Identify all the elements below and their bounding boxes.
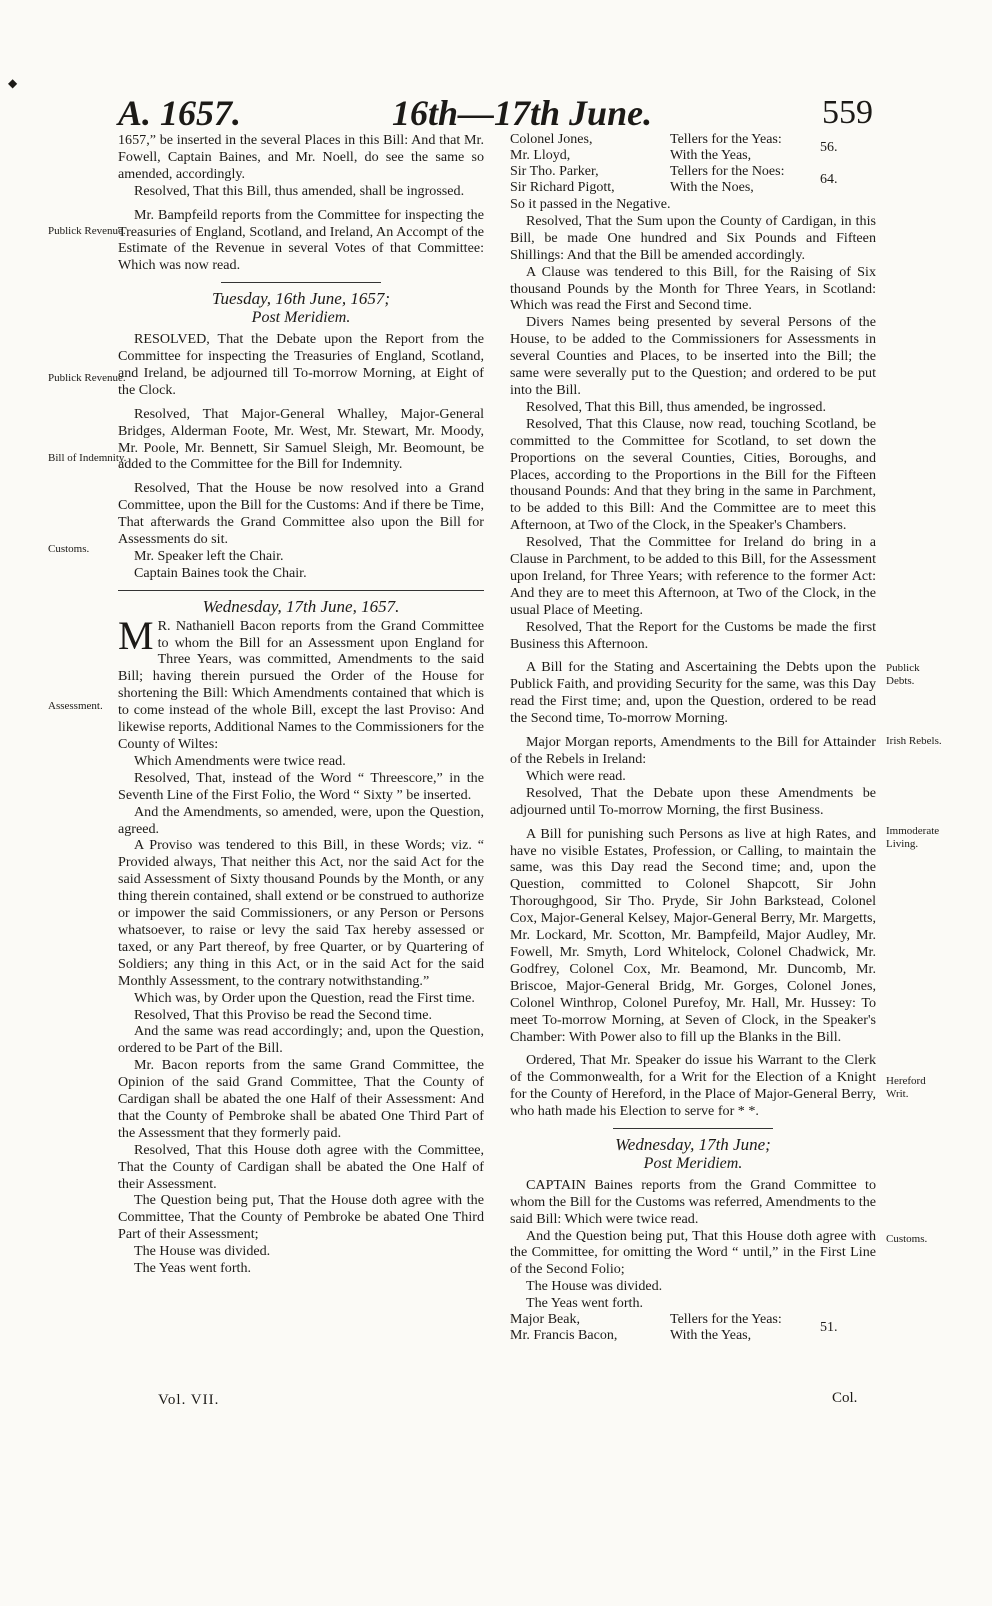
paragraph: Resolved, That this House doth agree with the Committee, That the County of Cardigan shall be abated the One Half of their Assessment. [118, 1141, 484, 1192]
catchword: Col. [832, 1390, 858, 1406]
teller-name: Mr. Francis Bacon, [510, 1328, 618, 1344]
vote-count: 64. [820, 172, 838, 187]
paragraph: Resolved, That the Committee for Ireland do bring in a Clause in Parchment, to be added to this Bill, for the Assessment upon Ireland, for Three Years; with reference to the former Act: And they are to meet this Afternoon, at Two of the Clock, in the usual Place of Meeting. [510, 534, 876, 618]
tellers-block [510, 164, 876, 196]
teller-name: Major Beak, [510, 1312, 580, 1328]
paragraph: Resolved, That the Sum upon the County of Cardigan, in this Bill, be made One hundred and Six Pounds and Fifteen Shillings: And that the Bill be amended accordingly. [510, 212, 876, 263]
vote-count: 56. [820, 140, 838, 155]
marginal-note: Immoderate Living. [886, 825, 940, 850]
session-heading: Post Meridiem. [643, 1154, 743, 1172]
marginal-note: Hereford Writ. [886, 1075, 926, 1100]
tellers-block [510, 132, 876, 164]
paragraph: So it passed in the Negative. [510, 196, 671, 212]
paragraph: Mr. Bacon reports from the same Grand Committee, the Opinion of the said Grand Committee, That the County of Cardigan shall be abated the one Half of their Assessment: And that the County of Pembroke shall be abated One Third Part of the Assessment that they formerly paid. [118, 1057, 484, 1141]
teller-name: Sir Tho. Parker, [510, 164, 599, 179]
right-column [510, 132, 876, 1344]
paragraph: CAPTAIN Baines reports from the Grand Committee to whom the Bill for the Customs was referred, Amendments to the said Bill: Which were twice read. [510, 1176, 876, 1227]
paragraph: Captain Baines took the Chair. [134, 564, 307, 581]
marginal-note: Publick Revenue. [48, 225, 126, 237]
paragraph: Resolved, That the House be now resolved into a Grand Committee, upon the Bill for the Customs: And if there be Time, That afterwards the Grand Committee also upon the Bill for Assessments do sit. [118, 480, 484, 548]
paragraph: A Bill for punishing such Persons as live at high Rates, and have no visible Estates, Profession, or Calling, to maintain the same, was this Day read the Second time; and, upon the Question, committed to Colonel Shapcott, Sir John Thoroughgood, Sir Tho. Pryde, Sir John Barkstead, Colonel Cox, Major-General Kelsey, Major-General Berry, Mr. Margetts, Mr. Lockard, Mr. Scotton, Mr. Bampfeild, Major Audley, Mr. Fowell, Mr. Smyth, Lord Whitelock, Colonel Chadwick, Mr. Godfrey, Colonel Cox, Mr. Beamond, Mr. Duncomb, Mr. Briscoe, Major-General Bridg, Mr. Gorges, Colonel Jones, Colonel Winthrop, Colonel Purefoy, Mr. Hall, Mr. Hussey: To meet To-morrow Morning, at Seven of Clock, in the Speaker's Chamber: With Power also to fill up the Blanks in the Bill. [510, 825, 876, 1045]
marginal-note: Publick Revenue. [48, 372, 126, 384]
paragraph: 1657,” be inserted in the several Places in this Bill: And that Mr. Fowell, Captain Baines, and Mr. Noell, do see the same so amended, accordingly. [118, 132, 484, 182]
paragraph: Which were read. [526, 767, 626, 784]
paragraph: And the Amendments, so amended, were, upon the Question, agreed. [118, 803, 484, 837]
marginal-note: Bill of Indemnity. [48, 452, 127, 464]
paragraph: The Question being put, That the House doth agree with the Committee, That the County of Pembroke be abated One Third Part of their Assessment; [118, 1192, 484, 1243]
marginal-note: Customs. [48, 543, 90, 555]
marginal-note: Publick Debts. [886, 662, 920, 687]
paragraph: And the Question being put, That this House doth agree with the Committee, for omitting the Word “ until,” in the First Line of the Second Folio; [510, 1227, 876, 1278]
day-heading: Tuesday, 16th June, 1657; [211, 289, 390, 309]
paragraph: Resolved, That this Bill, thus amended, shall be ingrossed. [134, 182, 465, 199]
paragraph-text: R. Nathaniell Bacon reports from the Grand Committee to whom the Bill for an Assessment upon England for Three Years, was committed, Amendments to the said Bill; having therein pursued the Order of the House for shortening the Bill: Which Amendments contained that which is to come instead of the whole Bill, except the last Proviso: And likewise reports, Additional Names to the Commissioners for the County of Wiltes: [118, 617, 484, 752]
paragraph: Major Morgan reports, Amendments to the Bill for Attainder of the Rebels in Ireland: [510, 734, 876, 767]
paragraph: Resolved, That this Clause, now read, touching Scotland, be committed to the Committee for Scotland, to set down the Proportions on the several Counties, Cities, Boroughs, and Places, according to the Proportions in the Bill for the Fifteen thousand Pounds: And that they bring in the same in Parchment, to be added to this Bill: And the Committee are to meet this Afternoon, at Two of the Clock, in the Speaker's Chambers. [510, 415, 876, 534]
paragraph: The Yeas went forth. [526, 1295, 644, 1312]
paragraph: Resolved, That the Debate upon these Amendments be adjourned until To-morrow Morning, the first Business. [510, 784, 876, 818]
marginal-note: Irish Rebels. [886, 735, 942, 747]
section-rule [118, 590, 484, 591]
paragraph [118, 612, 484, 753]
teller-name: Mr. Lloyd, [510, 148, 571, 163]
teller-name: Sir Richard Pigott, [510, 180, 615, 195]
paragraph: A Proviso was tendered to this Bill, in these Words; viz. “ Provided always, That neither this Act, nor the said Act for the said Assessment of Sixty thousand Pounds by the Month, or any thing therein contained, shall extend or be construed to authorize or impower the said Commissioners, or any Person or Persons whatsoever, to raise or levy the said Tax hereby assessed or taxed, or any Part thereof, by free Quarter, or by Quartering of Soldiers; any thing in this Act, or in the said Act for the said Monthly Assessment, to the contrary notwithstanding.” [118, 837, 484, 989]
teller-role: Tellers for the Yeas: [670, 1312, 782, 1328]
tellers-block [510, 1312, 876, 1344]
page-header [0, 80, 992, 132]
marginal-note: Customs. [886, 1233, 928, 1245]
teller-role: With the Noes, [670, 180, 754, 195]
paragraph: Resolved, That this Bill, thus amended, be ingrossed. [526, 398, 826, 415]
section-rule [613, 1128, 773, 1129]
paragraph: Ordered, That Mr. Speaker do issue his Warrant to the Clerk of the Commonwealth, for a Writ for the Election of a Knight for the County of Hereford, in the Place of Major-General Berry, who hath made his Election to serve for * *. [510, 1052, 876, 1120]
paragraph: A Bill for the Stating and Ascertaining the Debts upon the Publick Faith, and providing Security for the same, was this Day read the First time; and, upon the Question, ordered to be read the Second time, To-morrow Morning. [510, 659, 876, 727]
paragraph: Mr. Speaker left the Chair. [134, 547, 284, 564]
teller-role: Tellers for the Noes: [670, 164, 785, 179]
left-column [118, 132, 484, 1277]
paragraph: Resolved, That, instead of the Word “ Threescore,” in the Seventh Line of the First Folio, the Word “ Sixty ” be inserted. [118, 769, 484, 803]
paragraph: A Clause was tendered to this Bill, for the Raising of Six thousand Pounds by the Month for Three Years, in Scotland: Which was read the First and Second time. [510, 263, 876, 314]
vote-count: 51. [820, 1320, 838, 1336]
paragraph: The House was divided. [526, 1278, 663, 1295]
paragraph: Resolved, That this Proviso be read the Second time. [134, 1006, 433, 1023]
paragraph: Mr. Bampfeild reports from the Committee for inspecting the Treasuries of England, Scotland, and Ireland, An Accompt of the Estimate of the Revenue in several Votes of that Committee: Which was now read. [118, 206, 484, 274]
header-year: A. 1657. [118, 93, 242, 133]
paragraph: The House was divided. [134, 1243, 271, 1260]
teller-name: Colonel Jones, [510, 132, 593, 147]
paragraph: RESOLVED, That the Debate upon the Report from the Committee for inspecting the Treasuries of England, Scotland, and Ireland, be adjourned till To-morrow Morning, at Eight of the Clock. [118, 331, 484, 398]
page-number: 559 [822, 94, 873, 131]
paragraph: Resolved, That Major-General Whalley, Major-General Bridges, Alderman Foote, Mr. West, Mr. Stewart, Mr. Moody, Mr. Poole, Mr. Bennett, Sir Samuel Sleigh, Mr. Beomount, be added to the Committee for the Bill for Indemnity. [118, 405, 484, 473]
paragraph: Which Amendments were twice read. [134, 752, 346, 769]
teller-role: With the Yeas, [670, 148, 752, 163]
margin-mark: ◆ [8, 76, 18, 90]
header-dates: 16th—17th June. [392, 93, 653, 133]
day-heading: Wednesday, 17th June, 1657. [202, 596, 400, 616]
teller-role: With the Yeas, [670, 1328, 752, 1344]
paragraph: And the same was read accordingly; and, upon the Question, ordered to be Part of the Bill. [118, 1023, 484, 1057]
section-rule [221, 282, 381, 283]
marginal-note: Assessment. [48, 700, 103, 712]
volume-footer: Vol. VII. [158, 1392, 220, 1408]
paragraph: Resolved, That the Report for the Customs be made the first Business this Afternoon. [510, 618, 876, 652]
paragraph: The Yeas went forth. [134, 1260, 252, 1277]
teller-role: Tellers for the Yeas: [670, 132, 782, 147]
paragraph: Which was, by Order upon the Question, read the First time. [134, 989, 475, 1006]
paragraph: Divers Names being presented by several Persons of the House, to be added to the Commissioners for Assessments in several Counties and Places, to be inserted into the Bill; the same were severally put to the Question; and ordered to be put into the Bill. [510, 314, 876, 398]
drop-cap: M [118, 612, 154, 658]
day-heading: Wednesday, 17th June; [615, 1135, 771, 1155]
session-heading: Post Meridiem. [251, 309, 351, 327]
